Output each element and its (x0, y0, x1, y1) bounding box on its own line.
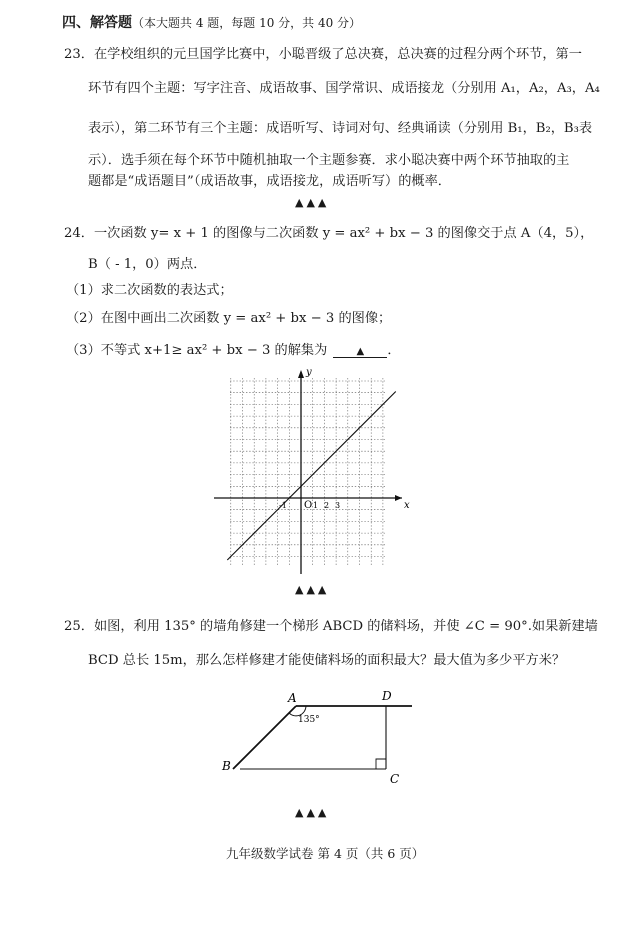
wall-slanted (233, 706, 296, 769)
q23-line-2: 环节有四个主题：写字注音、成语故事、国学常识、成语接龙（分别用 A₁，A₂，A₃，A₄ (88, 81, 600, 96)
q24-part-2: （2）在图中画出二次函数 y = ax² + bx − 3 的图像； (66, 311, 392, 326)
q23-line-4: 示）．选手须在每个环节中随机抽取一个主题参赛．求小聪决赛中两个环节抽取的主 (88, 153, 570, 168)
q23-line-3: 表示），第二环节有三个主题：成语听写、诗词对句、经典诵读（分别用 B₁，B₂，B₃表 (88, 121, 593, 136)
q24-part-3-tail: ． (387, 343, 401, 358)
tick-label-neg1: -1 (279, 501, 287, 510)
y-axis-label: y (306, 367, 312, 378)
answer-blank: ▲ (333, 347, 387, 358)
angle-label: 135° (298, 715, 320, 725)
q24-part-3-text: （3）不等式 x+1≥ ax² + bx − 3 的解集为 (66, 343, 328, 358)
origin-label: O (304, 500, 313, 511)
tick-label-3: 3 (335, 501, 341, 510)
separator-1: ▲▲▲ (295, 196, 330, 209)
page-footer: 九年级数学试卷 第 4 页（共 6 页） (226, 846, 425, 861)
q24-part-1: （1）求二次函数的表达式； (66, 283, 233, 298)
label-c: C (390, 772, 400, 786)
label-d: D (382, 689, 392, 703)
q23-line-1: 23．在学校组织的元旦国学比赛中，小聪晋级了总决赛，总决赛的过程分两个环节，第一 (64, 47, 582, 62)
x-axis-label: x (404, 500, 410, 511)
q24-line-1: 24．一次函数 y= x + 1 的图像与二次函数 y = ax² + bx − 3 的图像交于点 A（4，5）， (64, 226, 594, 241)
right-angle-mark (376, 759, 386, 769)
separator-2: ▲▲▲ (295, 583, 330, 596)
separator-3: ▲▲▲ (295, 806, 330, 819)
label-a: A (288, 691, 297, 705)
tick-label-1: 1 (313, 501, 319, 510)
tick-label-2: 2 (324, 501, 330, 510)
q23-line-5: 题都是“成语题目”（成语故事，成语接龙，成语听写）的概率． (88, 174, 451, 189)
label-b: B (222, 759, 231, 773)
section-note: （本大题共 4 题，每题 10 分，共 40 分） (132, 16, 362, 30)
q24-line-2: B（ - 1，0）两点． (88, 257, 207, 272)
q25-line-1: 25．如图，利用 135° 的墙角修建一个梯形 ABCD 的储料场，并使 ∠C = 90°.如果新建墙 (64, 619, 598, 634)
q25-line-2: BCD 总长 15m，那么怎样修建才能使储料场的面积最大？最大值为多少平方米？ (88, 653, 566, 668)
section-title: 四、解答题 (62, 15, 132, 31)
